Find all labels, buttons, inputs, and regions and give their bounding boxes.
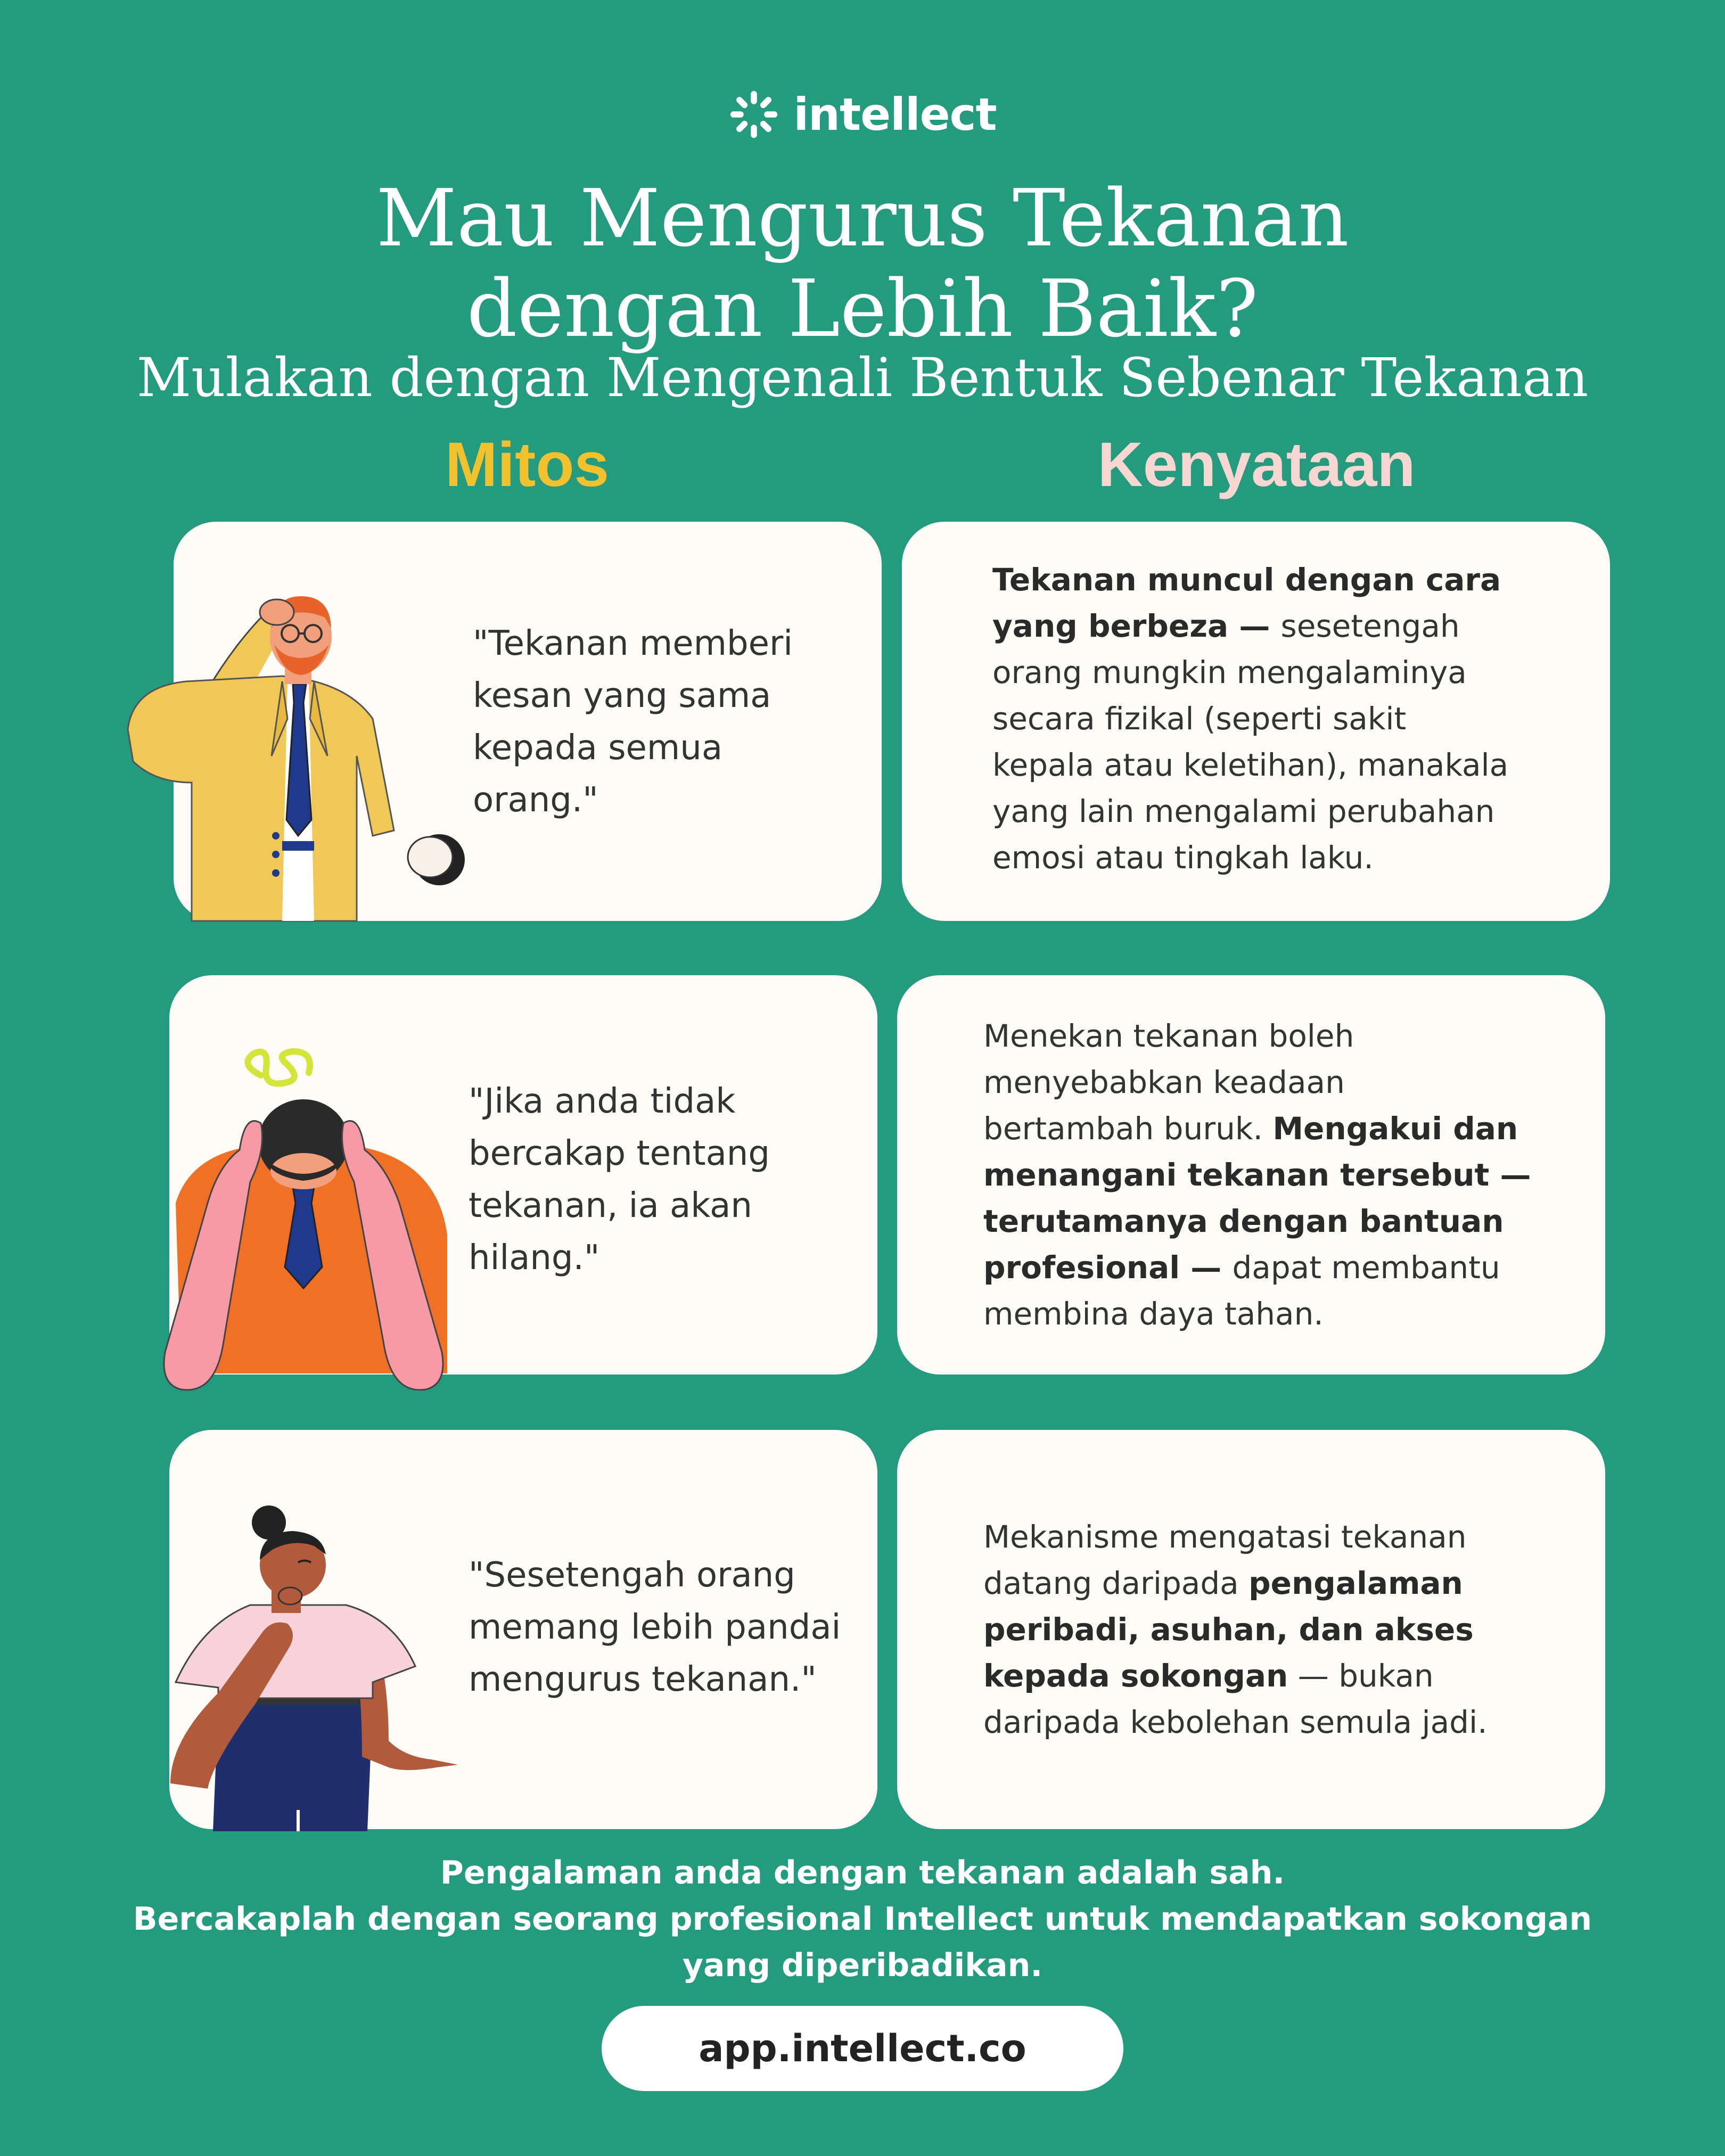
myth-statement-1 [473, 618, 856, 826]
fact-text-segment: orang mungkin mengalaminya [992, 654, 1467, 690]
myth-line: kesan yang sama [473, 676, 771, 715]
fact-line [983, 1152, 1548, 1198]
title-line-1: Mau Mengurus Tekanan [376, 172, 1349, 264]
fact-text-segment: Menekan tekanan boleh [983, 1018, 1354, 1054]
fact-line [983, 1291, 1548, 1337]
fact-text-segment: membina daya tahan. [983, 1296, 1324, 1332]
fact-text-segment: yang lain mengalami perubahan [992, 793, 1495, 829]
man-in-yellow-suit-illustration [122, 580, 484, 921]
footer-message [0, 1850, 1725, 1989]
fact-emphasis: Tekanan muncul dengan cara [992, 562, 1501, 598]
myth-line: "Jika anda tidak [469, 1082, 736, 1121]
fact-statement-2 [983, 1013, 1548, 1337]
fact-emphasis: pengalaman [1248, 1565, 1463, 1601]
myth-column-heading: Mitos [445, 430, 610, 500]
fact-line [983, 1245, 1548, 1291]
fact-line [992, 835, 1557, 881]
fact-text-segment: dapat membantu [1232, 1249, 1500, 1286]
fact-emphasis: yang berbeza — [992, 608, 1281, 644]
fact-line [983, 1607, 1548, 1653]
fact-line [983, 1699, 1548, 1746]
myth-line: tekanan, ia akan [469, 1186, 752, 1225]
fact-line [992, 649, 1557, 696]
footer-line-3: yang diperibadikan. [682, 1947, 1043, 1984]
myth-line: "Sesetengah orang [469, 1556, 795, 1595]
myth-statement-2 [469, 1075, 852, 1284]
fact-statement-3 [983, 1514, 1548, 1746]
fact-emphasis: kepada sokongan [983, 1658, 1288, 1694]
brand-name: intellect [793, 88, 997, 141]
fact-text-segment: emosi atau tingkah laku. [992, 840, 1374, 876]
fact-text-segment: — bukan [1288, 1658, 1434, 1694]
fact-line [983, 1059, 1548, 1106]
fact-text-segment: daripada kebolehan semula jadi. [983, 1704, 1488, 1740]
myth-line: "Tekanan memberi [473, 624, 793, 663]
footer-line-1: Pengalaman anda dengan tekanan adalah sah. [440, 1854, 1285, 1891]
fact-statement-1 [992, 557, 1557, 881]
myth-statement-3 [469, 1549, 862, 1706]
myth-line: hilang." [469, 1238, 600, 1278]
fact-emphasis: Mengakui dan [1272, 1110, 1518, 1147]
myth-line: orang." [473, 780, 598, 820]
fact-column-heading: Kenyataan [1097, 430, 1416, 500]
thinking-woman-illustration [138, 1491, 479, 1831]
fact-text-segment: sesetengah [1280, 608, 1460, 644]
sparkle-logo-icon [728, 89, 779, 140]
page-subtitle: Mulakan dengan Mengenali Bentuk Sebenar Tekanan [136, 347, 1589, 409]
fact-text-segment: Mekanisme mengatasi tekanan [983, 1519, 1467, 1555]
fact-emphasis: peribadi, asuhan, dan akses [983, 1611, 1474, 1648]
title-line-2: dengan Lebih Baik? [466, 263, 1259, 355]
myth-line: memang lebih pandai [469, 1608, 841, 1647]
fact-line [992, 742, 1557, 788]
fact-emphasis: menangani tekanan tersebut — [983, 1157, 1531, 1193]
fact-text-segment: kepala atau keletihan), manakala [992, 747, 1509, 783]
fact-text-segment: datang daripada [983, 1565, 1249, 1601]
fact-line [992, 788, 1557, 835]
fact-text-segment: secara fizikal (seperti sakit [992, 701, 1407, 737]
fact-line [983, 1198, 1548, 1245]
website-link-button[interactable]: app.intellect.co [602, 2006, 1123, 2091]
myth-line: mengurus tekanan." [469, 1660, 817, 1699]
myth-line: bercakap tentang [469, 1134, 770, 1173]
stressed-person-holding-head-illustration [160, 1043, 458, 1416]
fact-line [992, 696, 1557, 742]
fact-line [992, 603, 1557, 649]
fact-line [983, 1106, 1548, 1152]
fact-emphasis: profesional — [983, 1249, 1233, 1286]
footer-line-2: Bercakaplah dengan seorang profesional Intellect untuk mendapatkan sokongan [133, 1900, 1592, 1938]
fact-line [992, 557, 1557, 603]
fact-line [983, 1560, 1548, 1607]
fact-emphasis: terutamanya dengan bantuan [983, 1203, 1504, 1239]
fact-text-segment: menyebabkan keadaan [983, 1064, 1345, 1100]
fact-line [983, 1013, 1548, 1059]
fact-text-segment: bertambah buruk. [983, 1110, 1273, 1147]
fact-line [983, 1514, 1548, 1560]
page-title [0, 173, 1725, 354]
myth-line: kepada semua [473, 728, 723, 768]
brand-header [0, 85, 1725, 144]
fact-line [983, 1653, 1548, 1699]
